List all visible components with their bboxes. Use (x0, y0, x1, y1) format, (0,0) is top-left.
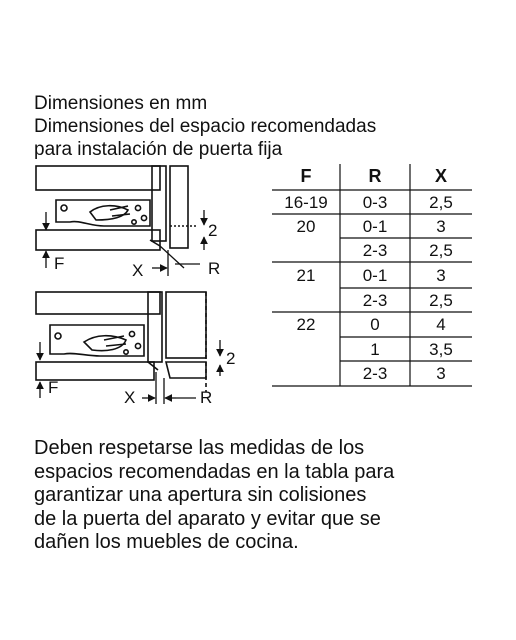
table-cell: 2-3 (362, 364, 388, 383)
table-cell: 2,5 (429, 241, 453, 260)
table-header-r: R (368, 166, 382, 186)
table-cell: 0 (370, 315, 380, 334)
bottom-label-x: X (124, 388, 136, 407)
top-door (170, 166, 188, 248)
footer-line-2: espacios recomendadas en la tabla para (34, 460, 395, 483)
table-cell: 0-1 (362, 266, 388, 285)
heading-line-1: Dimensiones en mm (34, 93, 208, 114)
table-cell: 2-3 (362, 291, 388, 310)
table-cell: 2,5 (429, 193, 453, 212)
top-hinge (56, 200, 150, 226)
table-cell: 4 (436, 315, 446, 334)
footer-line-4: de la puerta del aparato y evitar que se (34, 507, 381, 530)
table-cell: 1 (370, 340, 380, 359)
footer-line-3: garantizar una apertura sin colisiones (34, 484, 367, 506)
table-cell: 3 (436, 266, 446, 285)
table-cell: 21 (296, 266, 316, 285)
footer-line-1: Deben respetarse las medidas de los (34, 437, 365, 459)
bottom-label-f: F (48, 378, 59, 397)
table-cell: 2,5 (429, 291, 453, 310)
dimension-table (272, 164, 472, 386)
heading-line-2: Dimensiones del espacio recomendadas (34, 116, 377, 137)
top-label-x: X (132, 261, 144, 280)
table-cell: 22 (296, 315, 316, 334)
bottom-label-r: R (200, 388, 213, 407)
table-header-x: X (434, 166, 448, 186)
footer-note (34, 437, 394, 555)
table-cell: 16-19 (284, 193, 328, 212)
bottom-label-2: 2 (226, 349, 236, 368)
top-cabinet-top-panel (36, 166, 160, 190)
bottom-hinge (50, 325, 144, 356)
footer-line-5: dañen los muebles de cocina. (34, 531, 299, 553)
top-label-f: F (54, 254, 65, 273)
top-appliance-panel (36, 230, 160, 250)
bottom-hinge-diagram (36, 292, 206, 392)
table-cell: 3,5 (429, 340, 453, 359)
top-label-r: R (208, 259, 221, 278)
bottom-cabinet-top-panel (36, 292, 160, 314)
table-cell: 20 (296, 217, 316, 236)
top-hinge-diagram (36, 166, 196, 250)
table-header-f: F (300, 166, 312, 186)
table-cell: 3 (436, 364, 446, 383)
table-cell: 3 (436, 217, 446, 236)
top-label-2: 2 (208, 221, 218, 240)
table-cell: 2-3 (362, 241, 388, 260)
table-cell: 0-3 (362, 193, 388, 212)
bottom-door (166, 292, 206, 358)
heading-line-3: para instalación de puerta fija (34, 139, 283, 160)
table-cell: 0-1 (362, 217, 388, 236)
